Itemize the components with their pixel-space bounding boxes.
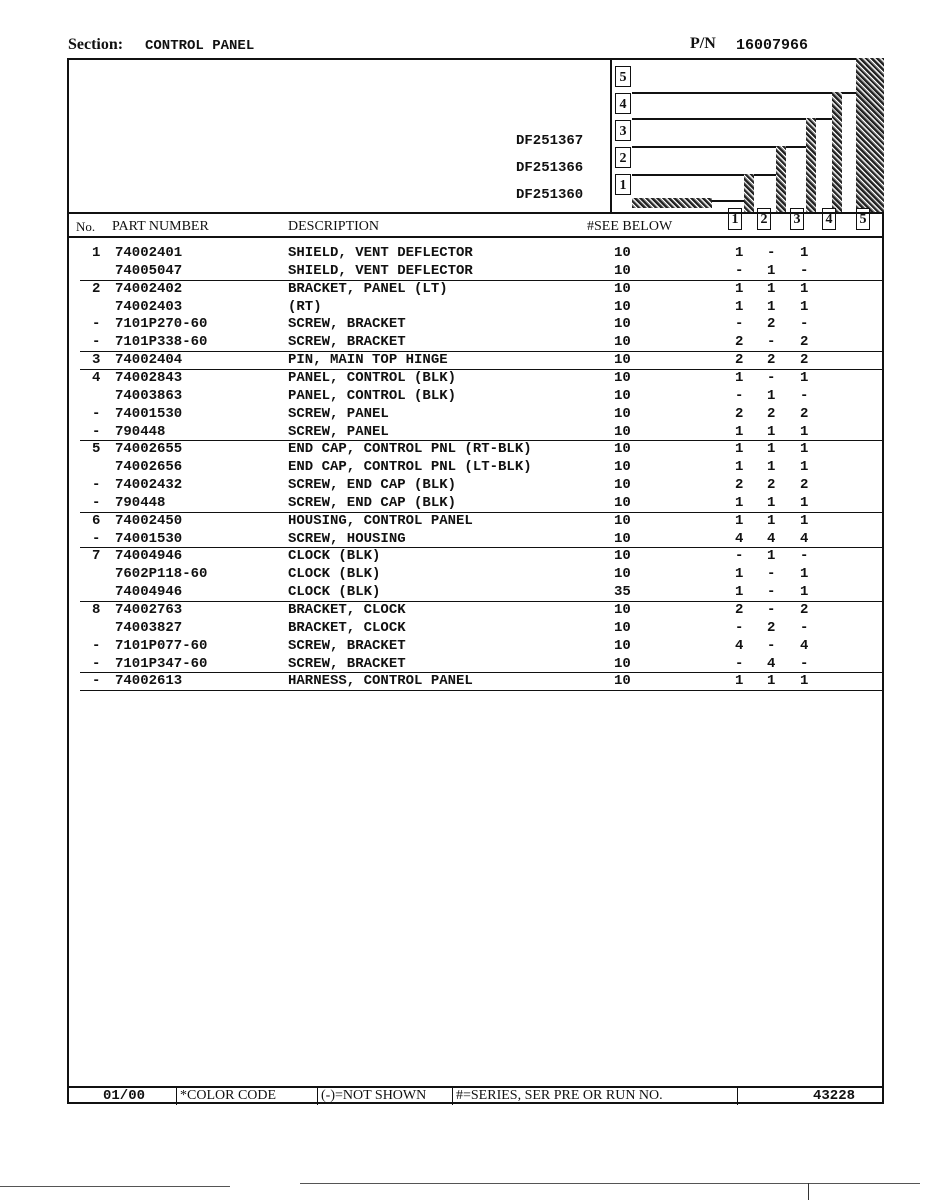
series-number-1: 1 (615, 174, 631, 195)
row-qty-col-3: - (800, 619, 809, 636)
row-qty-col-1: 2 (735, 352, 744, 369)
row-description: END CAP, CONTROL PNL (LT-BLK) (288, 459, 532, 476)
row-qty-col-1: 1 (735, 441, 744, 458)
group-separator (80, 547, 884, 548)
row-color-code: 10 (614, 298, 631, 315)
row-item-number: - (92, 673, 101, 690)
row-qty-col-3: 2 (800, 477, 809, 494)
part-number-label: P/N (690, 35, 716, 52)
row-description: BRACKET, CLOCK (288, 602, 406, 618)
row-qty-col-2: 4 (767, 655, 776, 672)
row-part-number: 74003863 (115, 387, 183, 404)
row-qty-col-1: 1 (735, 512, 744, 529)
group-separator (80, 690, 884, 691)
row-item-number: 2 (92, 280, 101, 297)
row-qty-col-1: - (735, 619, 744, 636)
section-label: Section: (68, 36, 124, 53)
row-color-code: 10 (614, 245, 631, 261)
row-description: SCREW, PANEL (288, 405, 389, 422)
row-color-code: 10 (614, 405, 631, 422)
row-item-number: - (92, 423, 101, 440)
row-qty-col-1: 2 (735, 334, 744, 351)
row-color-code: 10 (614, 655, 631, 672)
row-part-number: 74002656 (115, 459, 183, 476)
row-part-number: 790448 (115, 494, 166, 511)
group-separator (80, 351, 884, 352)
footer-not-shown: (-)=NOT SHOWN (321, 1088, 427, 1103)
row-qty-col-2: 4 (767, 530, 776, 547)
column-number-3: 3 (790, 208, 804, 230)
column-number-2: 2 (757, 208, 771, 230)
footer-color-code: *COLOR CODE (180, 1088, 277, 1103)
row-qty-col-3: 1 (800, 298, 809, 315)
row-qty-col-1: 2 (735, 602, 744, 618)
row-color-code: 10 (614, 530, 631, 547)
footer-series-note: #=SERIES, SER PRE OR RUN NO. (456, 1088, 663, 1103)
row-qty-col-2: 1 (767, 423, 776, 440)
row-qty-col-2: 2 (767, 352, 776, 369)
row-color-code: 10 (614, 280, 631, 297)
row-item-number: 4 (92, 369, 101, 386)
row-qty-col-2: - (767, 245, 776, 261)
row-item-number: - (92, 494, 101, 511)
row-qty-col-2: 1 (767, 548, 776, 565)
row-color-code: 10 (614, 423, 631, 440)
row-qty-col-2: 2 (767, 477, 776, 494)
footer-date: 01/00 (103, 1088, 146, 1104)
row-part-number: 74002613 (115, 673, 183, 690)
row-part-number: 74004946 (115, 584, 183, 601)
row-color-code: 10 (614, 316, 631, 333)
row-description: SCREW, END CAP (BLK) (288, 494, 457, 511)
row-qty-col-2: 2 (767, 316, 776, 333)
row-qty-col-1: - (735, 655, 744, 672)
row-part-number: 790448 (115, 423, 166, 440)
row-qty-col-3: 4 (800, 530, 809, 547)
row-description: CLOCK (BLK) (288, 566, 381, 583)
row-description: PANEL, CONTROL (BLK) (288, 387, 457, 404)
row-qty-col-1: - (735, 387, 744, 404)
row-description: SCREW, END CAP (BLK) (288, 477, 457, 494)
row-description: CLOCK (BLK) (288, 548, 381, 565)
row-qty-col-3: 2 (800, 352, 809, 369)
row-part-number: 74003827 (115, 619, 183, 636)
row-qty-col-3: 1 (800, 280, 809, 297)
row-qty-col-3: - (800, 387, 809, 404)
row-description: SCREW, PANEL (288, 423, 389, 440)
row-description: SHIELD, VENT DEFLECTOR (288, 262, 473, 279)
row-qty-col-3: 1 (800, 512, 809, 529)
row-qty-col-1: - (735, 262, 744, 279)
row-description: CLOCK (BLK) (288, 584, 381, 601)
model-number: DF251367 (516, 133, 584, 149)
col-header-part-number: PART NUMBER (112, 219, 209, 234)
row-qty-col-2: 1 (767, 512, 776, 529)
row-part-number: 74005047 (115, 262, 183, 279)
row-item-number: 6 (92, 512, 101, 529)
row-part-number: 7101P338-60 (115, 334, 208, 351)
row-qty-col-1: 2 (735, 405, 744, 422)
row-qty-col-1: 1 (735, 423, 744, 440)
row-qty-col-1: 1 (735, 494, 744, 511)
row-qty-col-2: - (767, 602, 776, 618)
row-color-code: 10 (614, 369, 631, 386)
row-qty-col-2: - (767, 334, 776, 351)
series-bar-5 (856, 58, 884, 214)
row-qty-col-2: - (767, 566, 776, 583)
row-qty-col-2: 1 (767, 387, 776, 404)
row-qty-col-3: 1 (800, 566, 809, 583)
row-qty-col-1: 1 (735, 280, 744, 297)
row-qty-col-3: 1 (800, 459, 809, 476)
group-separator (80, 369, 884, 370)
series-bar-3 (806, 118, 816, 214)
row-description: SCREW, BRACKET (288, 316, 406, 333)
row-qty-col-2: - (767, 369, 776, 386)
series-number-2: 2 (615, 147, 631, 168)
row-qty-col-1: 1 (735, 298, 744, 315)
series-bar-4 (832, 92, 842, 214)
row-description: BRACKET, PANEL (LT) (288, 280, 448, 297)
row-description: BRACKET, CLOCK (288, 619, 406, 636)
row-qty-col-3: 1 (800, 673, 809, 690)
header-top-rule (67, 212, 884, 214)
row-description: HOUSING, CONTROL PANEL (288, 512, 473, 529)
row-qty-col-1: 4 (735, 530, 744, 547)
row-description: (RT) (288, 298, 322, 315)
header-bottom-rule (67, 236, 884, 238)
row-description: END CAP, CONTROL PNL (RT-BLK) (288, 441, 532, 458)
model-number: DF251366 (516, 160, 584, 176)
row-qty-col-2: 1 (767, 494, 776, 511)
col-header-see-below: #SEE BELOW (587, 219, 673, 234)
row-qty-col-2: 1 (767, 298, 776, 315)
row-part-number: 74002843 (115, 369, 183, 386)
group-separator (80, 280, 884, 281)
row-item-number: 7 (92, 548, 101, 565)
row-qty-col-1: - (735, 316, 744, 333)
row-qty-col-2: 1 (767, 673, 776, 690)
column-number-1: 1 (728, 208, 742, 230)
row-item-number: 3 (92, 352, 101, 369)
column-number-5: 5 (856, 208, 870, 230)
group-separator (80, 512, 884, 513)
row-description: SHIELD, VENT DEFLECTOR (288, 245, 473, 261)
row-qty-col-3: - (800, 316, 809, 333)
series-number-5: 5 (615, 66, 631, 87)
row-qty-col-1: - (735, 548, 744, 565)
row-qty-col-2: - (767, 637, 776, 654)
series-divider (610, 58, 612, 214)
row-item-number: - (92, 405, 101, 422)
group-separator (80, 601, 884, 602)
series-number-3: 3 (615, 120, 631, 141)
row-part-number: 74002401 (115, 245, 183, 261)
row-color-code: 10 (614, 477, 631, 494)
col-header-no: No. (76, 219, 96, 234)
row-qty-col-3: 1 (800, 584, 809, 601)
row-description: PANEL, CONTROL (BLK) (288, 369, 457, 386)
row-qty-col-3: 1 (800, 369, 809, 386)
row-part-number: 74004946 (115, 548, 183, 565)
row-color-code: 10 (614, 262, 631, 279)
row-qty-col-3: 1 (800, 494, 809, 511)
row-qty-col-2: 2 (767, 619, 776, 636)
row-qty-col-2: - (767, 584, 776, 601)
row-part-number: 74002404 (115, 352, 183, 369)
row-item-number: - (92, 334, 101, 351)
row-qty-col-2: 1 (767, 441, 776, 458)
row-qty-col-1: 2 (735, 477, 744, 494)
row-item-number: - (92, 530, 101, 547)
row-description: SCREW, BRACKET (288, 334, 406, 351)
row-description: SCREW, BRACKET (288, 637, 406, 654)
part-number-value: 16007966 (736, 37, 809, 54)
scan-edge (0, 1186, 230, 1187)
row-color-code: 10 (614, 459, 631, 476)
row-qty-col-3: 1 (800, 423, 809, 440)
row-part-number: 7101P077-60 (115, 637, 208, 654)
row-qty-col-1: 1 (735, 566, 744, 583)
row-part-number: 74002450 (115, 512, 183, 529)
row-description: PIN, MAIN TOP HINGE (288, 352, 448, 369)
row-color-code: 10 (614, 441, 631, 458)
row-color-code: 10 (614, 352, 631, 369)
row-color-code: 35 (614, 584, 631, 601)
row-part-number: 7101P270-60 (115, 316, 208, 333)
row-qty-col-3: - (800, 655, 809, 672)
row-qty-col-3: - (800, 548, 809, 565)
col-header-description: DESCRIPTION (288, 219, 380, 234)
row-part-number: 74002432 (115, 477, 183, 494)
section-value: CONTROL PANEL (145, 38, 255, 54)
row-qty-col-3: 1 (800, 441, 809, 458)
row-color-code: 10 (614, 334, 631, 351)
row-color-code: 10 (614, 494, 631, 511)
row-color-code: 10 (614, 637, 631, 654)
row-color-code: 10 (614, 619, 631, 636)
row-color-code: 10 (614, 548, 631, 565)
row-color-code: 10 (614, 673, 631, 690)
scan-edge (300, 1183, 920, 1184)
row-qty-col-3: 4 (800, 637, 809, 654)
model-number: DF251360 (516, 187, 584, 203)
row-item-number: 1 (92, 245, 101, 261)
row-color-code: 10 (614, 566, 631, 583)
row-qty-col-3: 2 (800, 334, 809, 351)
row-part-number: 74002763 (115, 602, 183, 618)
row-color-code: 10 (614, 512, 631, 529)
row-part-number: 7101P347-60 (115, 655, 208, 672)
row-qty-col-3: 2 (800, 405, 809, 422)
row-qty-col-3: 2 (800, 602, 809, 618)
row-item-number: 8 (92, 602, 101, 618)
row-item-number: - (92, 477, 101, 494)
row-color-code: 10 (614, 602, 631, 618)
row-qty-col-3: 1 (800, 245, 809, 261)
row-qty-col-3: - (800, 262, 809, 279)
row-part-number: 74002403 (115, 298, 183, 315)
row-item-number: - (92, 637, 101, 654)
row-qty-col-1: 4 (735, 637, 744, 654)
row-color-code: 10 (614, 387, 631, 404)
series-number-4: 4 (615, 93, 631, 114)
row-description: HARNESS, CONTROL PANEL (288, 673, 473, 690)
row-description: SCREW, BRACKET (288, 655, 406, 672)
scan-edge (808, 1183, 809, 1200)
row-qty-col-2: 2 (767, 405, 776, 422)
series-bar-2 (776, 146, 786, 214)
row-qty-col-2: 1 (767, 262, 776, 279)
row-qty-col-1: 1 (735, 673, 744, 690)
row-part-number: 74001530 (115, 530, 183, 547)
row-qty-col-1: 1 (735, 369, 744, 386)
row-part-number: 74002655 (115, 441, 183, 458)
row-part-number: 74002402 (115, 280, 183, 297)
series-bar-1 (744, 174, 754, 214)
row-qty-col-1: 1 (735, 459, 744, 476)
row-description: SCREW, HOUSING (288, 530, 406, 547)
row-part-number: 74001530 (115, 405, 183, 422)
row-item-number: - (92, 316, 101, 333)
row-qty-col-2: 1 (767, 280, 776, 297)
row-qty-col-1: 1 (735, 584, 744, 601)
row-item-number: 5 (92, 441, 101, 458)
row-item-number: - (92, 655, 101, 672)
row-qty-col-1: 1 (735, 245, 744, 261)
row-part-number: 7602P118-60 (115, 566, 208, 583)
group-separator (80, 672, 884, 673)
footer-page-number: 43228 (813, 1088, 856, 1104)
row-qty-col-2: 1 (767, 459, 776, 476)
column-number-4: 4 (822, 208, 836, 230)
